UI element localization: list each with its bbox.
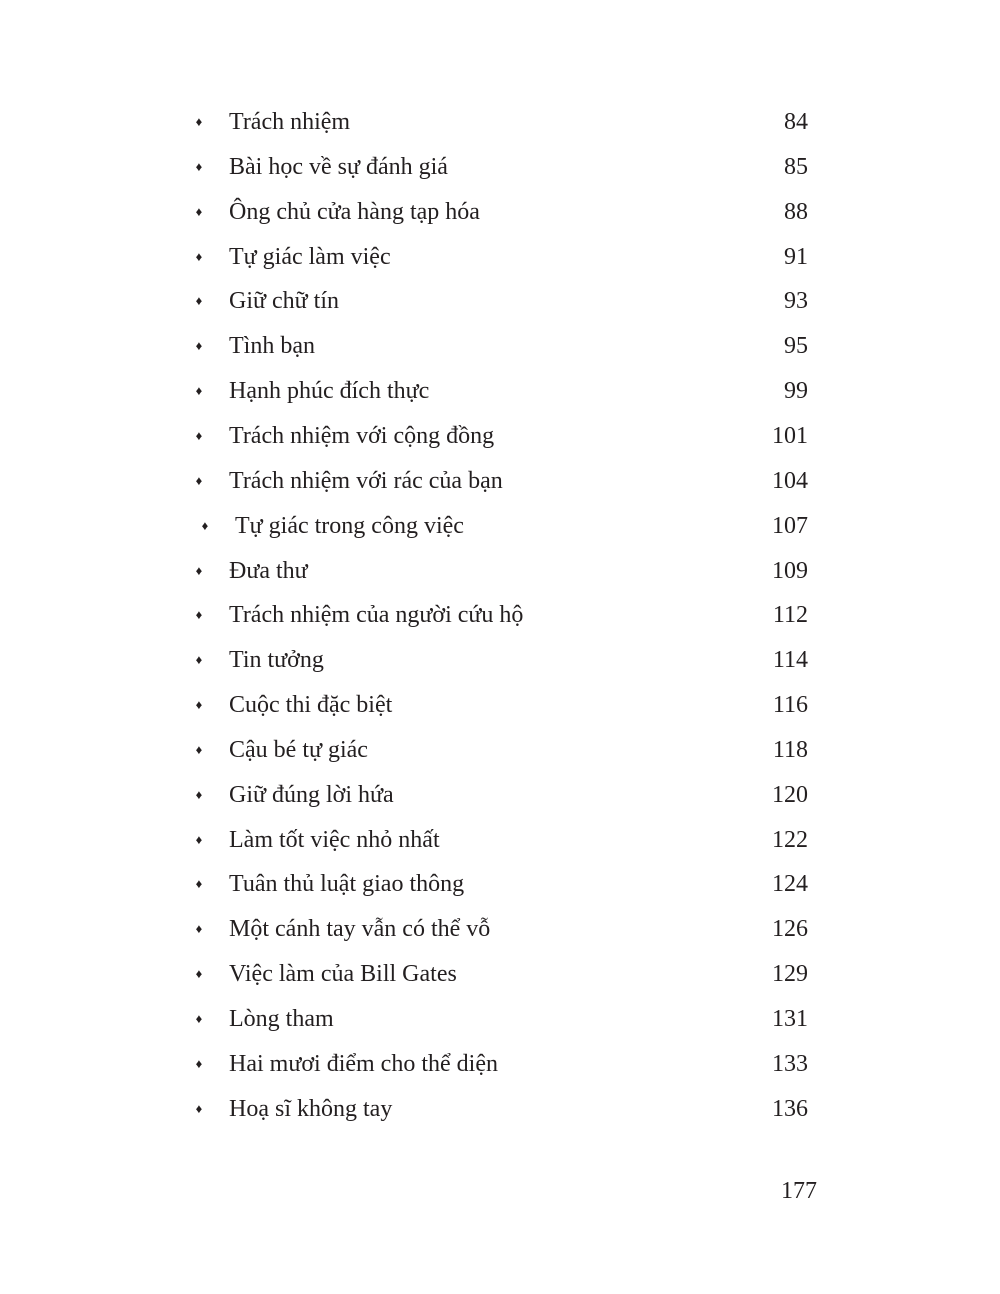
- diamond-bullet-icon: ♦: [195, 786, 203, 802]
- diamond-bullet-icon: ♦: [195, 1011, 203, 1026]
- toc-entry: [0, 952, 1000, 996]
- diamond-bullet-icon: ♦: [195, 293, 203, 309]
- toc-entry: [0, 369, 1000, 413]
- diamond-bullet-icon: ♦: [195, 652, 203, 668]
- toc-entry: [0, 279, 1000, 323]
- toc-entry-title: Một cánh tay vẫn có thể vỗ: [229, 916, 491, 943]
- diamond-bullet-icon: ♦: [195, 876, 203, 892]
- toc-entry: [0, 638, 1000, 682]
- diamond-bullet-icon: ♦: [195, 338, 203, 354]
- toc-entry-page: 101: [772, 422, 808, 449]
- toc-entry-title: Việc làm của Bill Gates: [229, 961, 457, 988]
- toc-entry-title: Đưa thư: [229, 557, 308, 584]
- toc-entry-page: 126: [772, 916, 808, 943]
- toc-entry-page: 88: [784, 198, 808, 225]
- diamond-bullet-icon: ♦: [195, 831, 203, 847]
- toc-entry-title: Bài học về sự đánh giá: [229, 153, 448, 180]
- toc-entry-page: 104: [772, 467, 808, 494]
- toc-entry: [0, 324, 1000, 368]
- diamond-bullet-icon: ♦: [195, 114, 203, 129]
- diamond-bullet-icon: ♦: [195, 562, 203, 578]
- toc-entry-page: 95: [784, 333, 808, 360]
- toc-entry: [0, 145, 1000, 189]
- toc-entry-title: Ông chủ cửa hàng tạp hóa: [229, 198, 480, 225]
- toc-entry-page: 129: [772, 961, 808, 988]
- toc-entry: [0, 459, 1000, 503]
- diamond-bullet-icon: ♦: [195, 921, 203, 937]
- toc-entry-title: Giữ đúng lời hứa: [229, 781, 394, 808]
- toc-entry-title: Tự giác trong công việc: [235, 512, 464, 539]
- toc-entry-title: Tình bạn: [229, 333, 315, 360]
- toc-entry-title: Hoạ sĩ không tay: [229, 1095, 393, 1122]
- diamond-bullet-icon: ♦: [201, 517, 209, 533]
- toc-entry: [0, 504, 1000, 548]
- toc-entry: [0, 773, 1000, 817]
- toc-entry-title: Tự giác làm việc: [229, 243, 391, 270]
- diamond-bullet-icon: ♦: [195, 203, 203, 219]
- toc-entry: [0, 1042, 1000, 1086]
- toc-entry-page: 84: [784, 109, 808, 135]
- toc-entry-title: Làm tốt việc nhỏ nhất: [229, 826, 440, 853]
- toc-entry-title: Lòng tham: [229, 1006, 334, 1032]
- toc-entry-title: Trách nhiệm: [229, 109, 351, 135]
- diamond-bullet-icon: ♦: [195, 1100, 203, 1116]
- toc-entry-page: 85: [784, 153, 808, 180]
- toc-entry-title: Trách nhiệm với rác của bạn: [229, 467, 503, 494]
- toc-entry-page: 118: [772, 736, 808, 763]
- diamond-bullet-icon: ♦: [195, 697, 203, 713]
- toc-entry: [0, 593, 1000, 637]
- toc-entry-page: 109: [772, 557, 808, 584]
- toc-entry: [0, 728, 1000, 772]
- toc-entry: [0, 235, 1000, 279]
- toc-entry: [0, 907, 1000, 951]
- toc-entry-page: 122: [772, 826, 808, 853]
- diamond-bullet-icon: ♦: [195, 966, 203, 982]
- diamond-bullet-icon: ♦: [195, 607, 203, 623]
- toc-entry-page: 91: [784, 243, 808, 270]
- toc-entry-page: 131: [772, 1006, 808, 1032]
- diamond-bullet-icon: ♦: [195, 1055, 203, 1071]
- toc-entry-page: 133: [772, 1050, 808, 1077]
- toc-entry-title: Trách nhiệm với cộng đồng: [229, 422, 495, 449]
- toc-entry-title: Hai mươi điểm cho thể diện: [229, 1050, 498, 1077]
- diamond-bullet-icon: ♦: [195, 158, 203, 174]
- toc-entry-page: 136: [772, 1095, 808, 1122]
- toc-entry-page: 120: [772, 781, 808, 808]
- toc-entry: [0, 549, 1000, 593]
- toc-entry-page: 112: [772, 602, 808, 629]
- toc-entry-title: Tin tưởng: [229, 647, 324, 674]
- toc-entry-page: 99: [784, 378, 808, 405]
- toc-entry-title: Cuộc thi đặc biệt: [229, 692, 393, 719]
- diamond-bullet-icon: ♦: [195, 472, 203, 488]
- diamond-bullet-icon: ♦: [195, 248, 203, 264]
- diamond-bullet-icon: ♦: [195, 383, 203, 399]
- toc-entry: [0, 1087, 1000, 1131]
- toc-entry: [0, 862, 1000, 906]
- toc-entry-page: 124: [772, 871, 808, 898]
- diamond-bullet-icon: ♦: [195, 741, 203, 757]
- toc-entry-title: Hạnh phúc đích thực: [229, 378, 430, 405]
- page-number: 177: [781, 1178, 817, 1204]
- toc-entry-page: 116: [772, 692, 808, 719]
- toc-entry-title: Trách nhiệm của người cứu hộ: [229, 602, 524, 629]
- toc-entry: [0, 190, 1000, 234]
- toc-entry-title: Giữ chữ tín: [229, 288, 340, 315]
- toc-entry-page: 114: [772, 647, 808, 674]
- toc-entry: [0, 683, 1000, 727]
- toc-entry-title: Cậu bé tự giác: [229, 736, 368, 763]
- toc-entry-page: 93: [784, 288, 808, 315]
- toc-entry: [0, 100, 1000, 144]
- toc-entry: [0, 997, 1000, 1041]
- toc-entry: [0, 818, 1000, 862]
- toc-entry-page: 107: [772, 512, 808, 539]
- toc-entry-title: Tuân thủ luật giao thông: [229, 871, 465, 898]
- diamond-bullet-icon: ♦: [195, 427, 203, 443]
- toc-entry: [0, 414, 1000, 458]
